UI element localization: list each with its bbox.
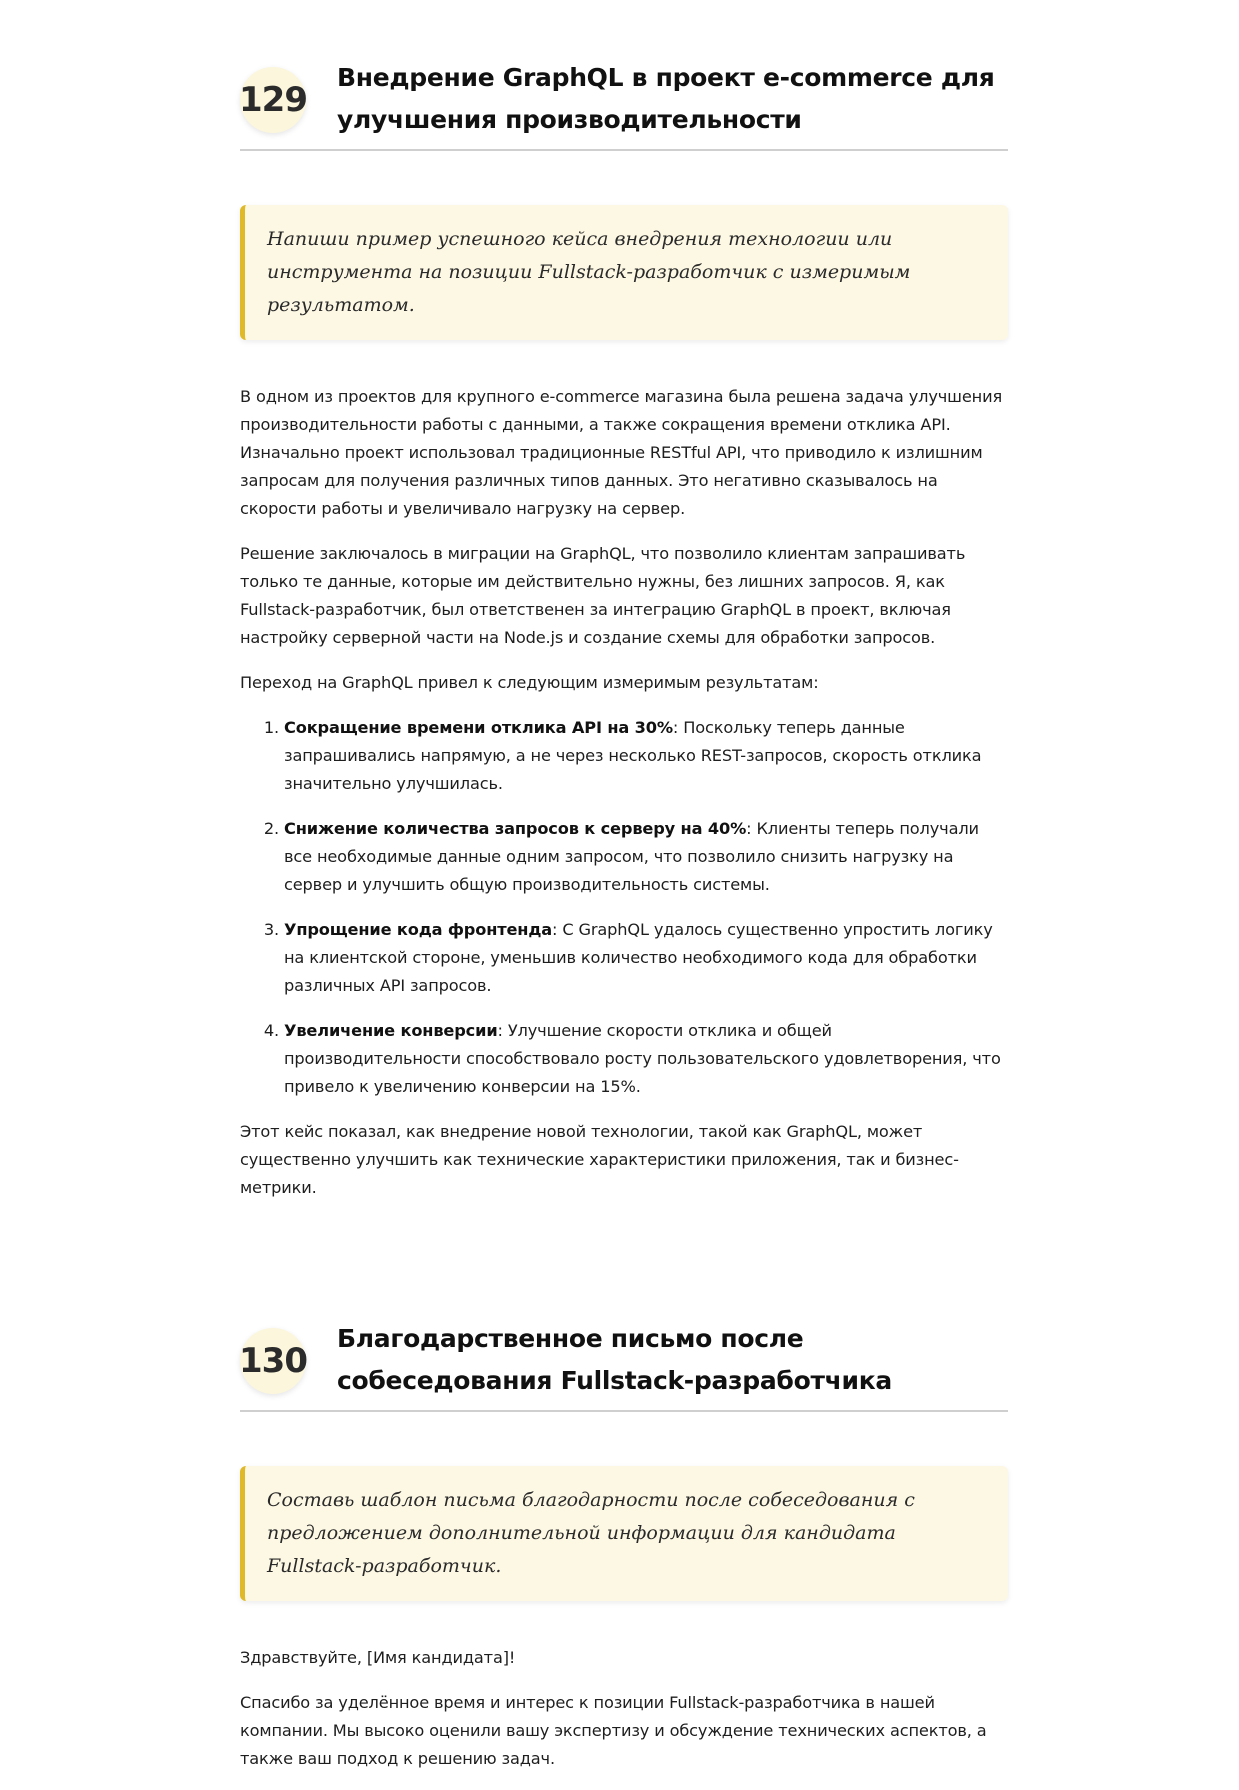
- list-item-title: Упрощение кода фронтенда: [284, 920, 553, 939]
- paragraph: Решение заключалось в миграции на GraphQL, что позволило клиентам запрашивать только те данные, которые им действительно нужны, без лишних запросов. Я, как Fullstack-разработчик, был ответственен за интеграцию GraphQL в проект, включая настройку серверной части на Node.js и создание схемы для обработки запросов.: [240, 544, 966, 647]
- section-title: Благодарственное письмо после собеседования Fullstack-разработчика: [337, 1324, 892, 1395]
- list-item: [284, 916, 1008, 1000]
- list-item-text: : Поскольку теперь данные запрашивались напрямую, а не через несколько REST-запросов, скорость отклика значительно улучшилась.: [284, 718, 982, 793]
- list-item: [284, 714, 1008, 798]
- results-list: [240, 714, 1008, 1101]
- list-item-title: Увеличение конверсии: [284, 1021, 498, 1040]
- answer-body: [240, 383, 1008, 1202]
- answer-body: [240, 1644, 1008, 1773]
- section-header: [240, 1318, 1008, 1412]
- prompt-callout: Составь шаблон письма благодарности после собеседования с предложением дополнительной информации для кандидата Fullstack-разработчик.: [240, 1466, 1008, 1601]
- list-item-text: : Клиенты теперь получали все необходимые данные одним запросом, что позволило снизить нагрузку на сервер и улучшить общую производительность системы.: [284, 819, 979, 894]
- paragraph: Переход на GraphQL привел к следующим измеримым результатам:: [240, 673, 819, 692]
- paragraph: Здравствуйте, [Имя кандидата]!: [240, 1648, 516, 1667]
- prompt-callout: Напиши пример успешного кейса внедрения технологии или инструмента на позиции Fullstack-разработчик с измеримым результатом.: [240, 205, 1008, 340]
- list-item: [284, 815, 1008, 899]
- list-item-text: : С GraphQL удалось существенно упростить логику на клиентской стороне, уменьшив количество необходимого кода для обработки различных API запросов.: [284, 920, 993, 995]
- section-number-badge: 129: [240, 67, 306, 133]
- paragraph: Этот кейс показал, как внедрение новой технологии, такой как GraphQL, может существенно улучшить как технические характеристики приложения, так и бизнес-метрики.: [240, 1122, 959, 1197]
- document-page: [240, 0, 1008, 1790]
- list-item-title: Сокращение времени отклика API на 30%: [284, 718, 673, 737]
- section-title: Внедрение GraphQL в проект e-commerce для улучшения производительности: [337, 63, 995, 134]
- list-item-text: : Улучшение скорости отклика и общей производительности способствовало росту пользовательского удовлетворения, что привело к увеличению конверсии на 15%.: [284, 1021, 1001, 1096]
- section-number-badge: 130: [240, 1328, 306, 1394]
- section-130: [240, 1318, 1008, 1773]
- paragraph: В одном из проектов для крупного e-commerce магазина была решена задача улучшения производительности работы с данными, а также сокращения времени отклика API. Изначально проект использовал традиционные RESTful API, что приводило к излишним запросам для получения различных типов данных. Это негативно сказывалось на скорости работы и увеличивало нагрузку на сервер.: [240, 387, 1003, 518]
- section-header: [240, 57, 1008, 151]
- list-item: [284, 1017, 1008, 1101]
- list-item-title: Снижение количества запросов к серверу на 40%: [284, 819, 747, 838]
- section-129: [240, 57, 1008, 1202]
- paragraph: Спасибо за уделённое время и интерес к позиции Fullstack-разработчика в нашей компании. Мы высоко оценили вашу экспертизу и обсуждение технических аспектов, а также ваш подход к решению задач.: [240, 1693, 987, 1768]
